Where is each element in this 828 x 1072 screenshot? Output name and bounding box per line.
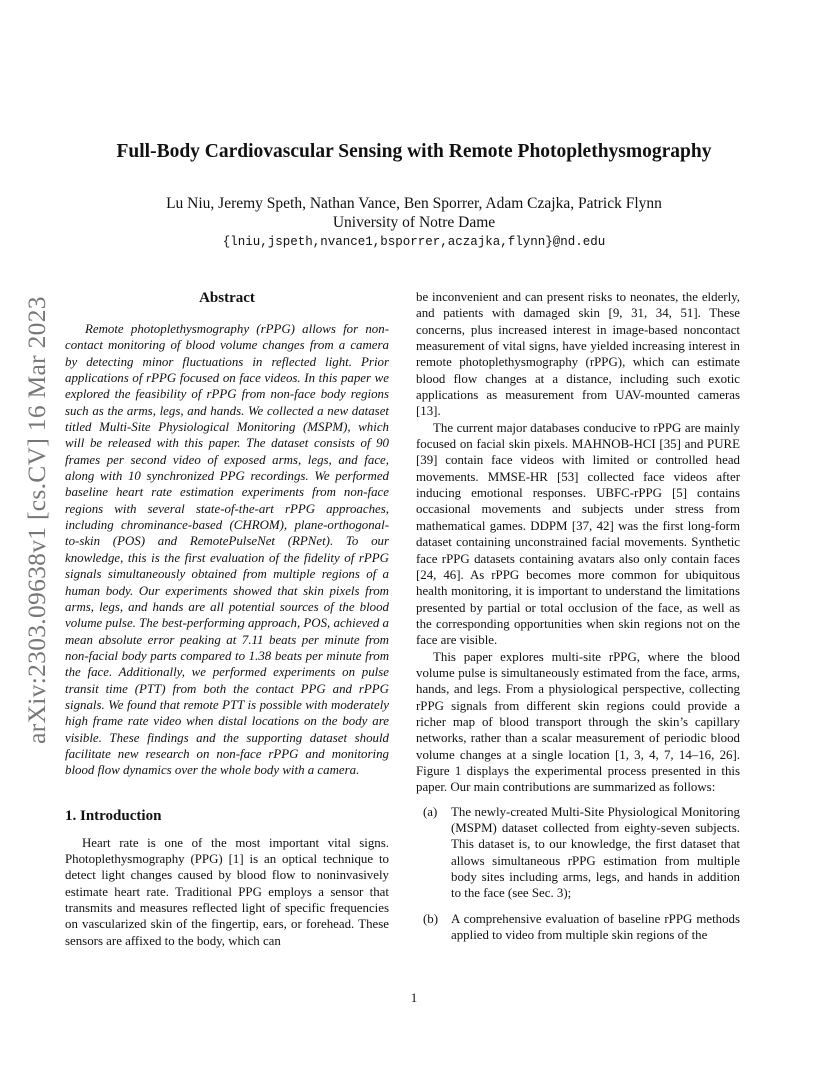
intro-paragraph-2: The current major databases conducive to rPPG are mainly focused on facial skin pixels. MAHNOB-HCI [35] and PURE [39] contain face videos with limited or controlled head movements. MMSE-HR [53] collected face videos after inducing emotional responses. UBFC-rPPG [5] contains occasional movements and subjects under stress from mathematical games. DDPM [37, 42] was the first long-form dataset containing unconstrained facial movements. Synthetic face rPPG datasets containing avatars also only contain faces [24, 46]. As rPPG becomes more common for ubiquitous health monitoring, it is important to understand the limitations presented by partial or total occlusion of the face, as well as the corresponding opportunities when skin regions not on the face are visible. xyxy=(416,420,740,648)
affiliation: University of Notre Dame xyxy=(332,214,496,231)
left-column xyxy=(65,289,389,949)
arxiv-identifier xyxy=(22,280,52,760)
contribution-label: (b) xyxy=(423,911,439,926)
abstract-text: Remote photoplethysmography (rPPG) allows for non-contact monitoring of blood volume changes from a camera by detecting minor fluctuations in reflected light. Prior applications of rPPG focused on face videos. In this paper we explored the feasibility of rPPG from non-face body regions such as the arms, legs, and hands. We collected a new dataset titled Multi-Site Physiological Monitoring (MSPM), which will be released with this paper. The dataset consists of 90 frames per second video of exposed arms, legs, and face, along with 10 synchronized PPG recordings. We performed baseline heart rate estimation experiments from non-face regions with several state-of-the-art rPPG approaches, including chrominance-based (CHROM), plane-orthogonal-to-skin (POS) and RemotePulseNet (RPNet). To our knowledge, this is the first evaluation of the fidelity of rPPG signals simultaneously obtained from multiple regions of a human body. Our experiments showed that skin pixels from arms, legs, and hands are all potential sources of the blood volume pulse. The best-performing approach, POS, achieved a mean absolute error peaking at 7.11 beats per minute from non-facial body parts compared to 1.38 beats per minute from the face. Additionally, we performed experiments on pulse transit time (PTT) from both the contact PPG and rPPG signals. We found that remote PTT is possible with moderately high frame rate video when distal locations on the body are visible. These findings and the supporting dataset should facilitate new research on non-face rPPG and monitoring blood flow dynamics over the whole body with a camera. xyxy=(65,322,389,778)
abstract-heading: Abstract xyxy=(199,290,255,306)
intro-paragraph-1: Heart rate is one of the most important vital signs. Photoplethysmography (PPG) [1] is an optical technique to detect light changes caused by blood flow to noninvasively estimate heart rate. Traditional PPG employs a sensor that transmits and measures reflected light of specific frequencies on vascularized skin of the fingertip, ears, or forehead. These sensors are affixed to the body, which can xyxy=(65,835,389,948)
author-emails: {lniu,jspeth,nvance1,bsporrer,aczajka,flynn}@nd.edu xyxy=(222,235,606,249)
contributions-list xyxy=(416,804,740,944)
intro-paragraph-3: This paper explores multi-site rPPG, where the blood volume pulse is simultaneously estimated from the face, arms, hands, and legs. From a physiological perspective, collecting rPPG signals from different skin regions could provide a richer map of blood transport through the skin’s capillary networks, rather than a scalar measurement of periodic blood volume changes at a single location [1, 3, 4, 7, 14–16, 26]. Figure 1 displays the experimental process presented in this paper. Our main contributions are summarized as follows: xyxy=(416,649,740,795)
intro-paragraph-1-continued: be inconvenient and can present risks to neonates, the elderly, and patients with damaged skin [9, 31, 34, 51]. These concerns, plus increased interest in image-based noncontact measurement of vital signs, have yielded increasing interest in remote photoplethysmography (rPPG), which can estimate blood flow changes at a distance, including such exotic applications as measurement from UAV-mounted cameras [13]. xyxy=(416,290,740,419)
paper-title: Full-Body Cardiovascular Sensing with Remote Photoplethysmography xyxy=(116,141,712,162)
contribution-text: A comprehensive evaluation of baseline rPPG methods applied to video from multiple skin regions of the xyxy=(451,911,740,943)
list-item xyxy=(416,911,740,944)
introduction-heading: 1. Introduction xyxy=(65,807,162,824)
list-item xyxy=(416,804,740,902)
arxiv-identifier-text: arXiv:2303.09638v1 [cs.CV] 16 Mar 2023 xyxy=(22,296,51,744)
contribution-text: The newly-created Multi-Site Physiological Monitoring (MSPM) dataset collected from eighty-seven subjects. This dataset is, to our knowledge, the first dataset that allows simultaneous rPPG estimation from multiple body sites including arms, legs, and hands in addition to the face (see Sec. 3); xyxy=(451,804,740,901)
contribution-label: (a) xyxy=(423,804,438,819)
page-number: 1 xyxy=(410,990,418,1005)
right-column xyxy=(416,289,740,952)
author-list: Lu Niu, Jeremy Speth, Nathan Vance, Ben Sporrer, Adam Czajka, Patrick Flynn xyxy=(166,195,662,212)
